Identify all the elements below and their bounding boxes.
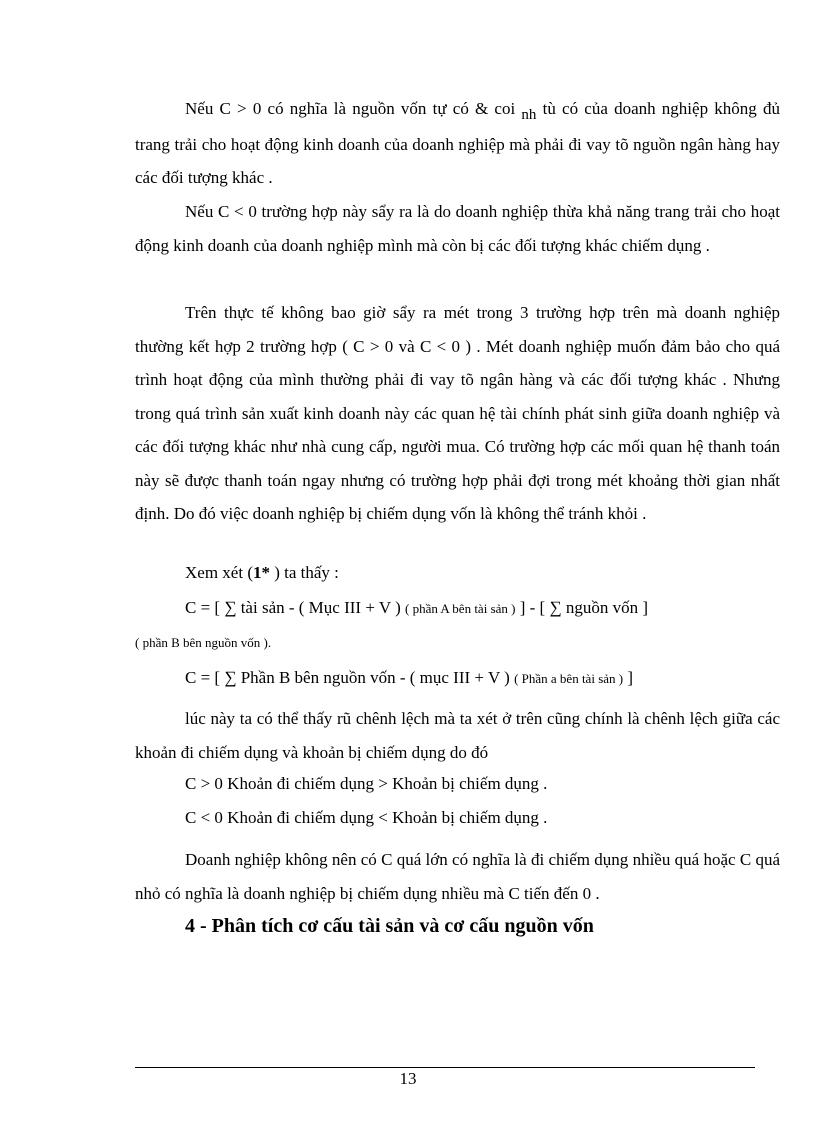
paragraph-conclusion: lúc này ta có thể thấy rũ chênh lệch mà ta xét ở trên cũng chính là chênh lệch giữa các khoản đi chiếm dụng và khoản bị chiếm dụng do đó <box>135 709 780 762</box>
condition-negative: C < 0 Khoản đi chiếm dụng < Khoản bị chiếm dụng . <box>185 808 548 827</box>
paragraph-advice: Doanh nghiệp không nên có C quá lớn có nghĩa là đi chiếm dụng nhiều quá hoặc C quá nhỏ có nghĩa là doanh nghiệp bị chiếm dụng nhiều mà C tiến đến 0 . <box>135 850 780 903</box>
subscript-nh: nh <box>521 107 537 123</box>
formula-2: C = [ ∑ Phần B bên nguồn vốn - ( mục III + V ) ( Phần a bên tài sản ) ] <box>185 668 634 687</box>
section-heading: 4 - Phân tích cơ cấu tài sản và cơ cấu nguồn vốn <box>185 915 594 937</box>
formula-1: C = [ ∑ tài sản - ( Mục III + V ) ( phần A bên tài sản ) ] - [ ∑ nguồn vốn ] <box>185 598 648 617</box>
footer-rule <box>135 1067 755 1068</box>
paragraph-consider: Xem xét (1* ) ta thấy : <box>185 563 339 582</box>
formula-1-cont: ( phần B bên nguồn vốn ). <box>135 635 272 650</box>
paragraph-c-positive: Nếu C > 0 có nghĩa là nguồn vốn tự có & coi nh tù có của doanh nghiệp không đủ trang trải cho hoạt động kinh doanh của doanh nghiệp mà phải đi vay tõ nguồn ngân hàng hay các đối tượng khác . <box>135 99 780 187</box>
paragraph-c-negative: Nếu C < 0 trường hợp này sẩy ra là do doanh nghiệp thừa khả năng trang trải cho hoạt động kinh doanh của doanh nghiệp mình mà còn bị các đối tượng khác chiếm dụng . <box>135 202 780 255</box>
paragraph-reality: Trên thực tế không bao giờ sẩy ra mét trong 3 trường hợp trên mà doanh nghiệp thường kết hợp 2 trường hợp ( C > 0 và C < 0 ) . Mét doanh nghiệp muốn đảm bảo cho quá trình hoạt động của mình thường phải đi vay tõ ngân hàng và các đối tượng khác . Nhưng trong quá trình sản xuất kinh doanh này các quan hệ tài chính phát sinh giữa doanh nghiệp và các đối tượng khác như nhà cung cấp, người mua. Có trường hợp các mối quan hệ thanh toán này sẽ được thanh toán ngay nhưng có trường hợp phải đợi trong mét khoảng thời gian nhất định. Do đó việc doanh nghiệp bị chiếm dụng vốn là không thể tránh khỏi . <box>135 303 780 523</box>
condition-positive: C > 0 Khoản đi chiếm dụng > Khoản bị chiếm dụng . <box>185 774 548 793</box>
page-number: 13 <box>399 1069 417 1088</box>
